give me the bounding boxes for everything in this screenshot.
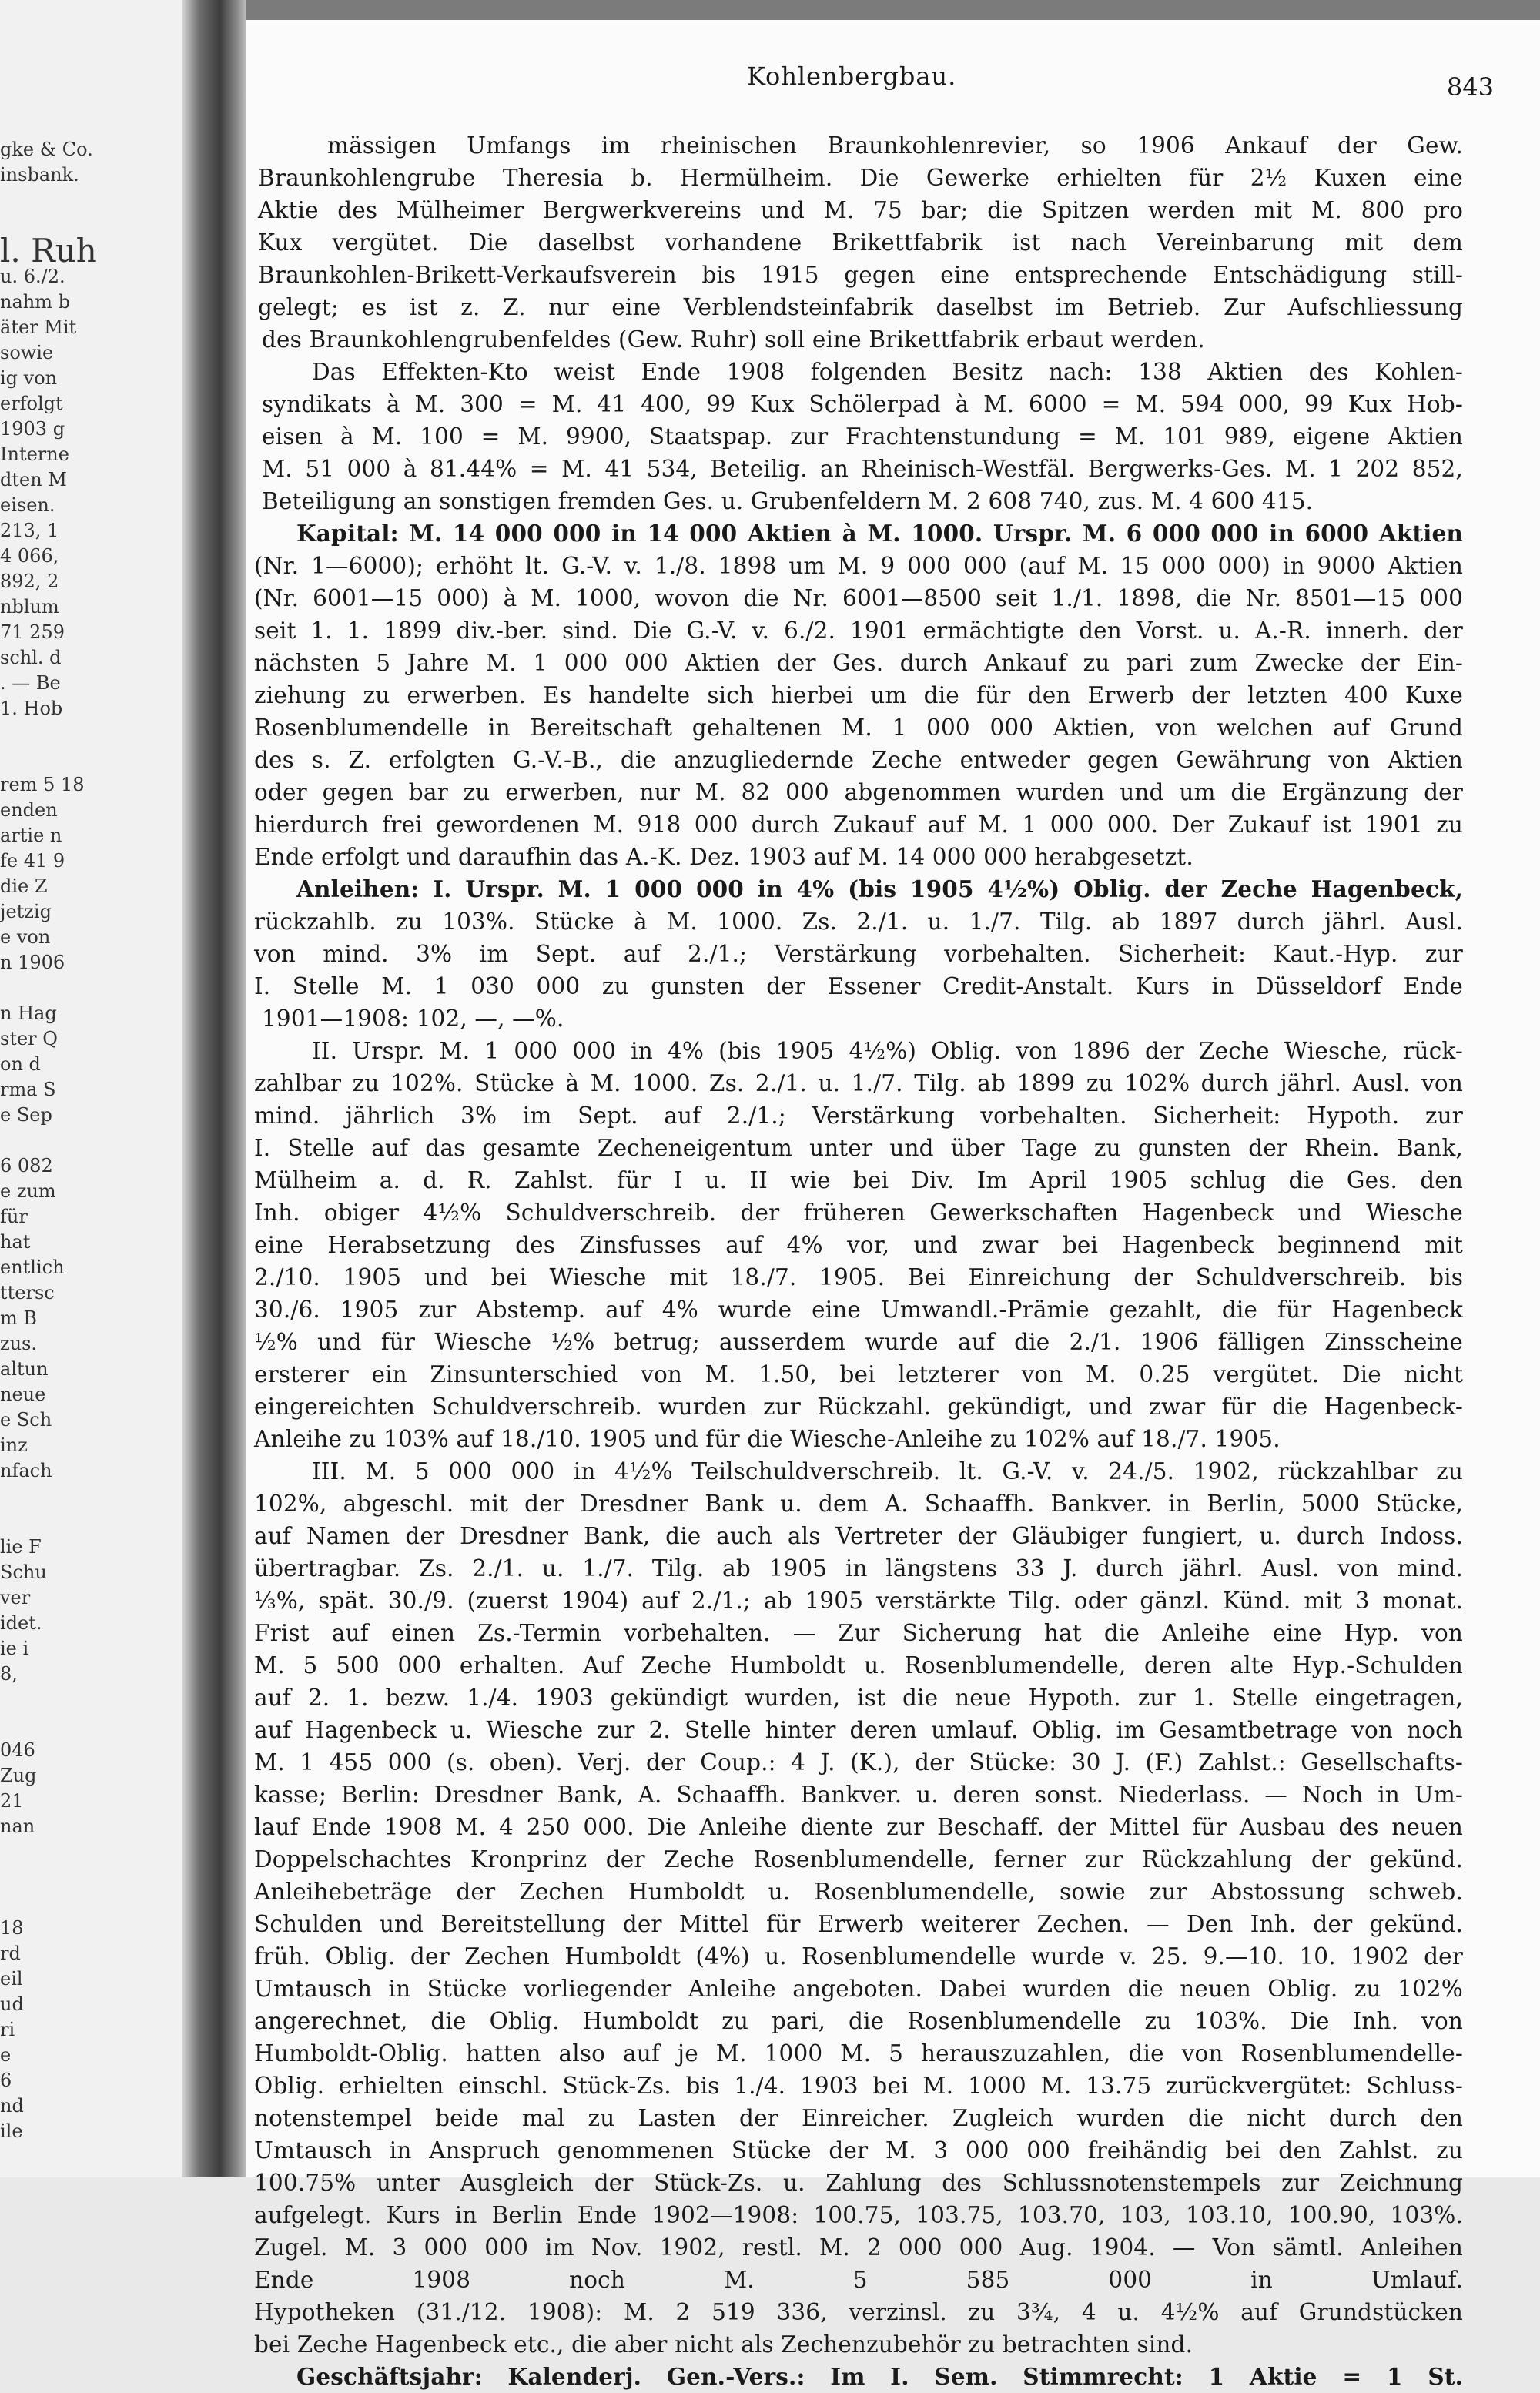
left-page-line: ri — [0, 2019, 15, 2040]
body-line: auf Hagenbeck u. Wiesche zur 2. Stelle hinter deren umlauf. Oblig. im Gesamtbetrage von noch — [254, 1717, 1463, 1743]
body-line: ersterer ein Zinsunterschied von M. 1.50, bei letzterer von M. 0.25 vergütet. Die nicht — [254, 1361, 1463, 1387]
left-page-line: nahm b — [0, 291, 70, 313]
body-line: Humboldt-Oblig. hatten also auf je M. 1000 M. 5 herauszuzahlen, die von Rosenblumendelle- — [254, 2040, 1463, 2067]
body-line: Ende 1908 noch M. 5 585 000 in Umlauf. — [254, 2267, 1463, 2293]
page-number: 843 — [1446, 72, 1494, 102]
left-page-line: e Sep — [0, 1104, 52, 1126]
left-page-line: u. 6./2. — [0, 266, 65, 287]
left-page-line: entlich — [0, 1257, 65, 1278]
left-page-line: 21 — [0, 1790, 24, 1812]
body-line: Geschäftsjahr: Kalenderj. Gen.-Vers.: Im I. Sem. Stimmrecht: 1 Aktie = 1 St. — [296, 2363, 1463, 2390]
left-page-line: nfach — [0, 1460, 52, 1481]
left-page-line: lie F — [0, 1536, 42, 1558]
left-page-text — [0, 0, 185, 2177]
left-page-line: eisen. — [0, 494, 55, 516]
body-line: zahlbar zu 102%. Stücke à M. 1000. Zs. 2./1. u. 1./7. Tilg. ab 1899 zu 102% durch jährl. Ausl. von — [254, 1070, 1463, 1096]
left-page-line: ster Q — [0, 1028, 58, 1049]
body-line: bei Zeche Hagenbeck etc., die aber nicht als Zechenzubehör zu betrachten sind. — [254, 2331, 1194, 2358]
left-page-line: hat — [0, 1231, 31, 1253]
body-line: Kapital: M. 14 000 000 in 14 000 Aktien à M. 1000. Urspr. M. 6 000 000 in 6000 Aktien — [296, 520, 1463, 547]
body-line: ⅓%, spät. 30./9. (zuerst 1904) auf 2./1.; ab 1905 verstärkte Tilg. oder gänzl. Künd. mit 3 monat. — [254, 1588, 1463, 1614]
body-line: angerechnet, die Oblig. Humboldt zu pari, die Rosenblumendelle zu 103%. Die Inh. von — [254, 2008, 1463, 2034]
left-page-line: nan — [0, 1816, 35, 1837]
left-page-line: inz — [0, 1434, 28, 1456]
body-line: Beteiligung an sonstigen fremden Ges. u. Grubenfeldern M. 2 608 740, zus. M. 4 600 415. — [262, 488, 1314, 514]
left-page-line: dten M — [0, 469, 67, 490]
left-page-line: 1. Hob — [0, 698, 63, 719]
body-line: Zugel. M. 3 000 000 im Nov. 1902, restl. M. 2 000 000 Aug. 1904. — Von sämtl. Anleihen — [254, 2234, 1463, 2261]
left-page-line: enden — [0, 799, 58, 821]
book-binding — [182, 0, 251, 2177]
left-page-line: für — [0, 1206, 28, 1227]
body-line: Braunkohlen-Brikett-Verkaufsverein bis 1915 gegen eine entsprechende Entschädigung still- — [258, 262, 1463, 288]
left-page-line: schl. d — [0, 647, 62, 668]
body-line: Kux vergütet. Die daselbst vorhandene Brikettfabrik ist nach Vereinbarung mit dem — [258, 229, 1463, 256]
left-page-line: Zug — [0, 1765, 37, 1786]
body-line: übertragbar. Zs. 2./1. u. 1./7. Tilg. ab 1905 in längstens 33 J. durch jährl. Ausl. von mind. — [254, 1555, 1463, 1581]
left-page-line: n Hag — [0, 1002, 57, 1024]
body-line: seit 1. 1. 1899 div.-ber. sind. Die G.-V. v. 6./2. 1901 ermächtigte den Vorst. u. A.-R. innerh. der — [254, 617, 1463, 644]
body-line: Schulden und Bereitstellung der Mittel für Erwerb weiterer Zechen. — Den Inh. der gekünd. — [254, 1911, 1463, 1937]
body-line: Anleihebeträge der Zechen Humboldt u. Rosenblumendelle, sowie zur Abstossung schweb. — [254, 1879, 1463, 1905]
left-page-line: gke & Co. — [0, 139, 93, 160]
body-line: Inh. obiger 4½% Schuldverschreib. der früheren Gewerkschaften Hagenbeck und Wiesche — [254, 1200, 1463, 1226]
body-line: des Braunkohlengrubenfeldes (Gew. Ruhr) soll eine Brikettfabrik erbaut werden. — [262, 326, 1205, 353]
left-page-line: sowie — [0, 342, 54, 363]
body-line: Ende erfolgt und daraufhin das A.-K. Dez. 1903 auf M. 14 000 000 herabgesetzt. — [254, 844, 1194, 870]
left-page-line: erfolgt — [0, 393, 63, 414]
body-line: 100.75% unter Ausgleich der Stück-Zs. u. Zahlung des Schlussnotenstempels zur Zeichnung — [254, 2170, 1463, 2196]
left-page-line: nblum — [0, 596, 59, 617]
body-line: II. Urspr. M. 1 000 000 in 4% (bis 1905 4½%) Oblig. von 1896 der Zeche Wiesche, rück- — [312, 1038, 1463, 1064]
left-page-line: e — [0, 2044, 12, 2066]
left-page-line: . — Be — [0, 672, 61, 694]
body-line: eine Herabsetzung des Zinsfusses auf 4% vor, und zwar bei Hagenbeck beginnend mit — [254, 1232, 1463, 1258]
left-page-line: insbank. — [0, 164, 79, 186]
body-line: oder gegen bar zu erwerben, nur M. 82 000 abgenommen wurden und um die Ergänzung der — [254, 779, 1463, 805]
left-page-line: e Sch — [0, 1409, 52, 1431]
body-line: 2./10. 1905 und bei Wiesche mit 18./7. 1905. Bei Einreichung der Schuldverschreib. bis — [254, 1264, 1463, 1290]
left-page-line: 046 — [0, 1739, 35, 1761]
body-line: Braunkohlengrube Theresia b. Hermülheim. Die Gewerke erhielten für 2½ Kuxen eine — [258, 165, 1463, 191]
body-line: I. Stelle M. 1 030 000 zu gunsten der Essener Credit-Anstalt. Kurs in Düsseldorf Ende — [254, 973, 1463, 999]
body-line: ziehung zu erwerben. Es handelte sich hierbei um die für den Erwerb der letzten 400 Kuxe — [254, 682, 1463, 708]
left-page-line: äter Mit — [0, 316, 77, 338]
left-page-line: 8, — [0, 1663, 18, 1685]
body-line: mind. jährlich 3% im Sept. auf 2./1.; Verstärkung vorbehalten. Sicherheit: Hypoth. zur — [254, 1103, 1463, 1129]
left-page-line: 6 — [0, 2070, 12, 2091]
left-page-line: 892, 2 — [0, 571, 59, 592]
left-page-line: die Z — [0, 875, 48, 897]
body-line: von mind. 3% im Sept. auf 2./1.; Verstärkung vorbehalten. Sicherheit: Kaut.-Hyp. zur — [254, 941, 1463, 967]
body-line: 1901—1908: 102, —, —%. — [262, 1006, 564, 1032]
body-line: nächsten 5 Jahre M. 1 000 000 Aktien der Ges. durch Ankauf zu pari zum Zwecke der Ein- — [254, 650, 1463, 676]
body-line: eingereichten Schuldverschreib. wurden zur Rückzahl. gekündigt, und zwar für die Hagenbeck- — [254, 1394, 1463, 1420]
body-line: Oblig. erhielten einschl. Stück-Zs. bis 1./4. 1903 bei M. 1000 M. 13.75 zurückvergütet: Schluss- — [254, 2073, 1463, 2099]
body-line: rückzahlb. zu 103%. Stücke à M. 1000. Zs. 2./1. u. 1./7. Tilg. ab 1897 durch jährl. Ausl. — [254, 909, 1463, 935]
body-line: Anleihen: I. Urspr. M. 1 000 000 in 4% (bis 1905 4½%) Oblig. der Zeche Hagenbeck, — [296, 875, 1463, 902]
body-line: Anleihe zu 103% auf 18./10. 1905 und für die Wiesche-Anleihe zu 102% auf 18./7. 1905. — [254, 1426, 1281, 1452]
body-line: Mülheim a. d. R. Zahlst. für I u. II wie bei Div. Im April 1905 schlug die Ges. den — [254, 1167, 1463, 1193]
left-page-line: zus. — [0, 1333, 38, 1354]
left-page-line: 18 — [0, 1917, 24, 1939]
body-line: auf 2. 1. bezw. 1./4. 1903 gekündigt wurden, ist die neue Hypoth. zur 1. Stelle eingetragen, — [254, 1685, 1463, 1711]
body-line: M. 5 500 000 erhalten. Auf Zeche Humboldt u. Rosenblumendelle, deren alte Hyp.-Schulden — [254, 1652, 1463, 1678]
left-page-line: ile — [0, 2120, 23, 2142]
body-line: 102%, abgeschl. mit der Dresdner Bank u. dem A. Schaaffh. Bankver. in Berlin, 5000 Stücke, — [254, 1491, 1463, 1517]
left-page-line: eil — [0, 1968, 23, 1990]
left-page-line: ver — [0, 1587, 31, 1608]
left-page-line: altun — [0, 1358, 49, 1380]
body-line: 30./6. 1905 zur Abstemp. auf 4% wurde eine Umwandl.-Prämie gezahlt, die für Hagenbeck — [254, 1297, 1463, 1323]
left-page-line: nd — [0, 2095, 24, 2117]
left-page-line: fe 41 9 — [0, 850, 65, 872]
body-line: des s. Z. erfolgten G.-V.-B., die anzugliedernde Zeche entweder gegen Gewährung von Aktien — [254, 747, 1463, 773]
body-line: M. 1 455 000 (s. oben). Verj. der Coup.: 4 J. (K.), der Stücke: 30 J. (F.) Zahlst.: Gesellschafts- — [254, 1749, 1463, 1776]
running-head: Kohlenbergbau. — [747, 62, 957, 91]
body-line: eisen à M. 100 = M. 9900, Staatspap. zur Frachtenstundung = M. 101 989, eigene Aktien — [262, 423, 1463, 450]
body-line: M. 51 000 à 81.44% = M. 41 534, Beteilig. an Rheinisch-Westfäl. Bergwerks-Ges. M. 1 202 852, — [262, 456, 1463, 482]
body-line: kasse; Berlin: Dresdner Bank, A. Schaaffh. Bankver. u. deren sonst. Niederlass. — Noch in Um- — [254, 1782, 1463, 1808]
body-line: Das Effekten-Kto weist Ende 1908 folgenden Besitz nach: 138 Aktien des Kohlen- — [312, 359, 1463, 385]
body-text — [246, 129, 1478, 2393]
left-page-line: 4 066, — [0, 545, 59, 567]
left-page-line: on d — [0, 1053, 41, 1075]
left-page-line: ud — [0, 1993, 24, 2015]
body-line: syndikats à M. 300 = M. 41 400, 99 Kux Schölerpad à M. 6000 = M. 594 000, 99 Kux Hob- — [262, 391, 1463, 417]
left-page-line: rma S — [0, 1079, 56, 1100]
body-line: ½% und für Wiesche ½% betrug; ausserdem wurde auf die 2./1. 1906 fälligen Zinsscheine — [254, 1329, 1463, 1355]
body-line: gelegt; es ist z. Z. nur eine Verblendsteinfabrik daselbst im Betrieb. Zur Aufschliessung — [258, 294, 1463, 320]
body-line: Umtausch in Stücke vorliegender Anleihe angeboten. Dabei wurden die neuen Oblig. zu 102% — [254, 1976, 1463, 2002]
body-line: früh. Oblig. der Zechen Humboldt (4%) u. Rosenblumendelle wurde v. 25. 9.—10. 10. 1902 der — [254, 1943, 1463, 1970]
body-line: mässigen Umfangs im rheinischen Braunkohlenrevier, so 1906 Ankauf der Gew. — [327, 132, 1463, 159]
left-page-line: e zum — [0, 1180, 56, 1202]
left-page-line: n 1906 — [0, 952, 65, 973]
left-page-line: idet. — [0, 1612, 42, 1634]
left-page-line: m B — [0, 1307, 38, 1329]
left-page-line: 6 082 — [0, 1155, 53, 1176]
body-line: aufgelegt. Kurs in Berlin Ende 1902—1908: 100.75, 103.75, 103.70, 103, 103.10, 100.90, 103%. — [254, 2202, 1463, 2228]
top-edge-shadow — [246, 0, 1540, 20]
right-page — [246, 0, 1540, 2390]
left-page-line: Schu — [0, 1561, 47, 1583]
body-line: Umtausch in Anspruch genommenen Stücke der M. 3 000 000 freihändig bei den Zahlst. zu — [254, 2137, 1463, 2164]
body-line: (Nr. 1—6000); erhöht lt. G.-V. v. 1./8. 1898 um M. 9 000 000 (auf M. 15 000 000) in 9000 Aktien — [254, 553, 1463, 579]
body-line: Hypotheken (31./12. 1908): M. 2 519 336, verzinsl. zu 3¾, 4 u. 4½% auf Grundstücken — [254, 2299, 1463, 2325]
left-page-line: 71 259 — [0, 621, 65, 643]
left-page-line: 1903 g — [0, 418, 65, 440]
left-page-line: ie i — [0, 1638, 29, 1659]
left-page-line: l. Ruh — [0, 232, 97, 269]
left-page-line: e von — [0, 926, 51, 948]
body-line: I. Stelle auf das gesamte Zecheneigentum unter und über Tage zu gunsten der Rhein. Bank, — [254, 1135, 1463, 1161]
body-line: Doppelschachtes Kronprinz der Zeche Rosenblumendelle, ferner zur Rückzahlung der gekünd. — [254, 1846, 1463, 1873]
left-page-line: neue — [0, 1384, 46, 1405]
left-page-line: rem 5 18 — [0, 774, 85, 795]
left-page-line: Interne — [0, 443, 69, 465]
body-line: Frist auf einen Zs.-Termin vorbehalten. — Zur Sicherung hat die Anleihe eine Hyp. von — [254, 1620, 1463, 1646]
page-header — [246, 62, 1540, 108]
left-page-line: rd — [0, 1943, 21, 1964]
left-page-margin — [0, 0, 185, 2177]
left-page-line: artie n — [0, 825, 62, 846]
body-line: notenstempel beide mal zu Lasten der Einreicher. Zugleich wurden die nicht durch den — [254, 2105, 1463, 2131]
body-line: hierdurch frei gewordenen M. 918 000 durch Zukauf auf M. 1 000 000. Der Zukauf ist 1901 zu — [254, 812, 1463, 838]
body-line: Rosenblumendelle in Bereitschaft gehaltenen M. 1 000 000 Aktien, von welchen auf Grund — [254, 715, 1463, 741]
body-line: lauf Ende 1908 M. 4 250 000. Die Anleihe diente zur Beschaff. der Mittel für Ausbau des neuen — [254, 1814, 1463, 1840]
left-page-line: ig von — [0, 367, 58, 389]
body-line: III. M. 5 000 000 in 4½% Teilschuldverschreib. lt. G.-V. v. 24./5. 1902, rückzahlbar zu — [312, 1458, 1463, 1484]
left-page-line: ttersc — [0, 1282, 55, 1304]
body-line: Aktie des Mülheimer Bergwerkvereins und M. 75 bar; die Spitzen werden mit M. 800 pro — [258, 197, 1463, 223]
body-line: (Nr. 6001—15 000) à M. 1000, wovon die Nr. 6001—8500 seit 1./1. 1898, die Nr. 8501—15 000 — [254, 585, 1463, 611]
body-line: auf Namen der Dresdner Bank, die auch als Vertreter der Gläubiger fungiert, u. durch Indoss. — [254, 1523, 1463, 1549]
left-page-line: 213, 1 — [0, 520, 59, 541]
left-page-line: jetzig — [0, 901, 52, 922]
